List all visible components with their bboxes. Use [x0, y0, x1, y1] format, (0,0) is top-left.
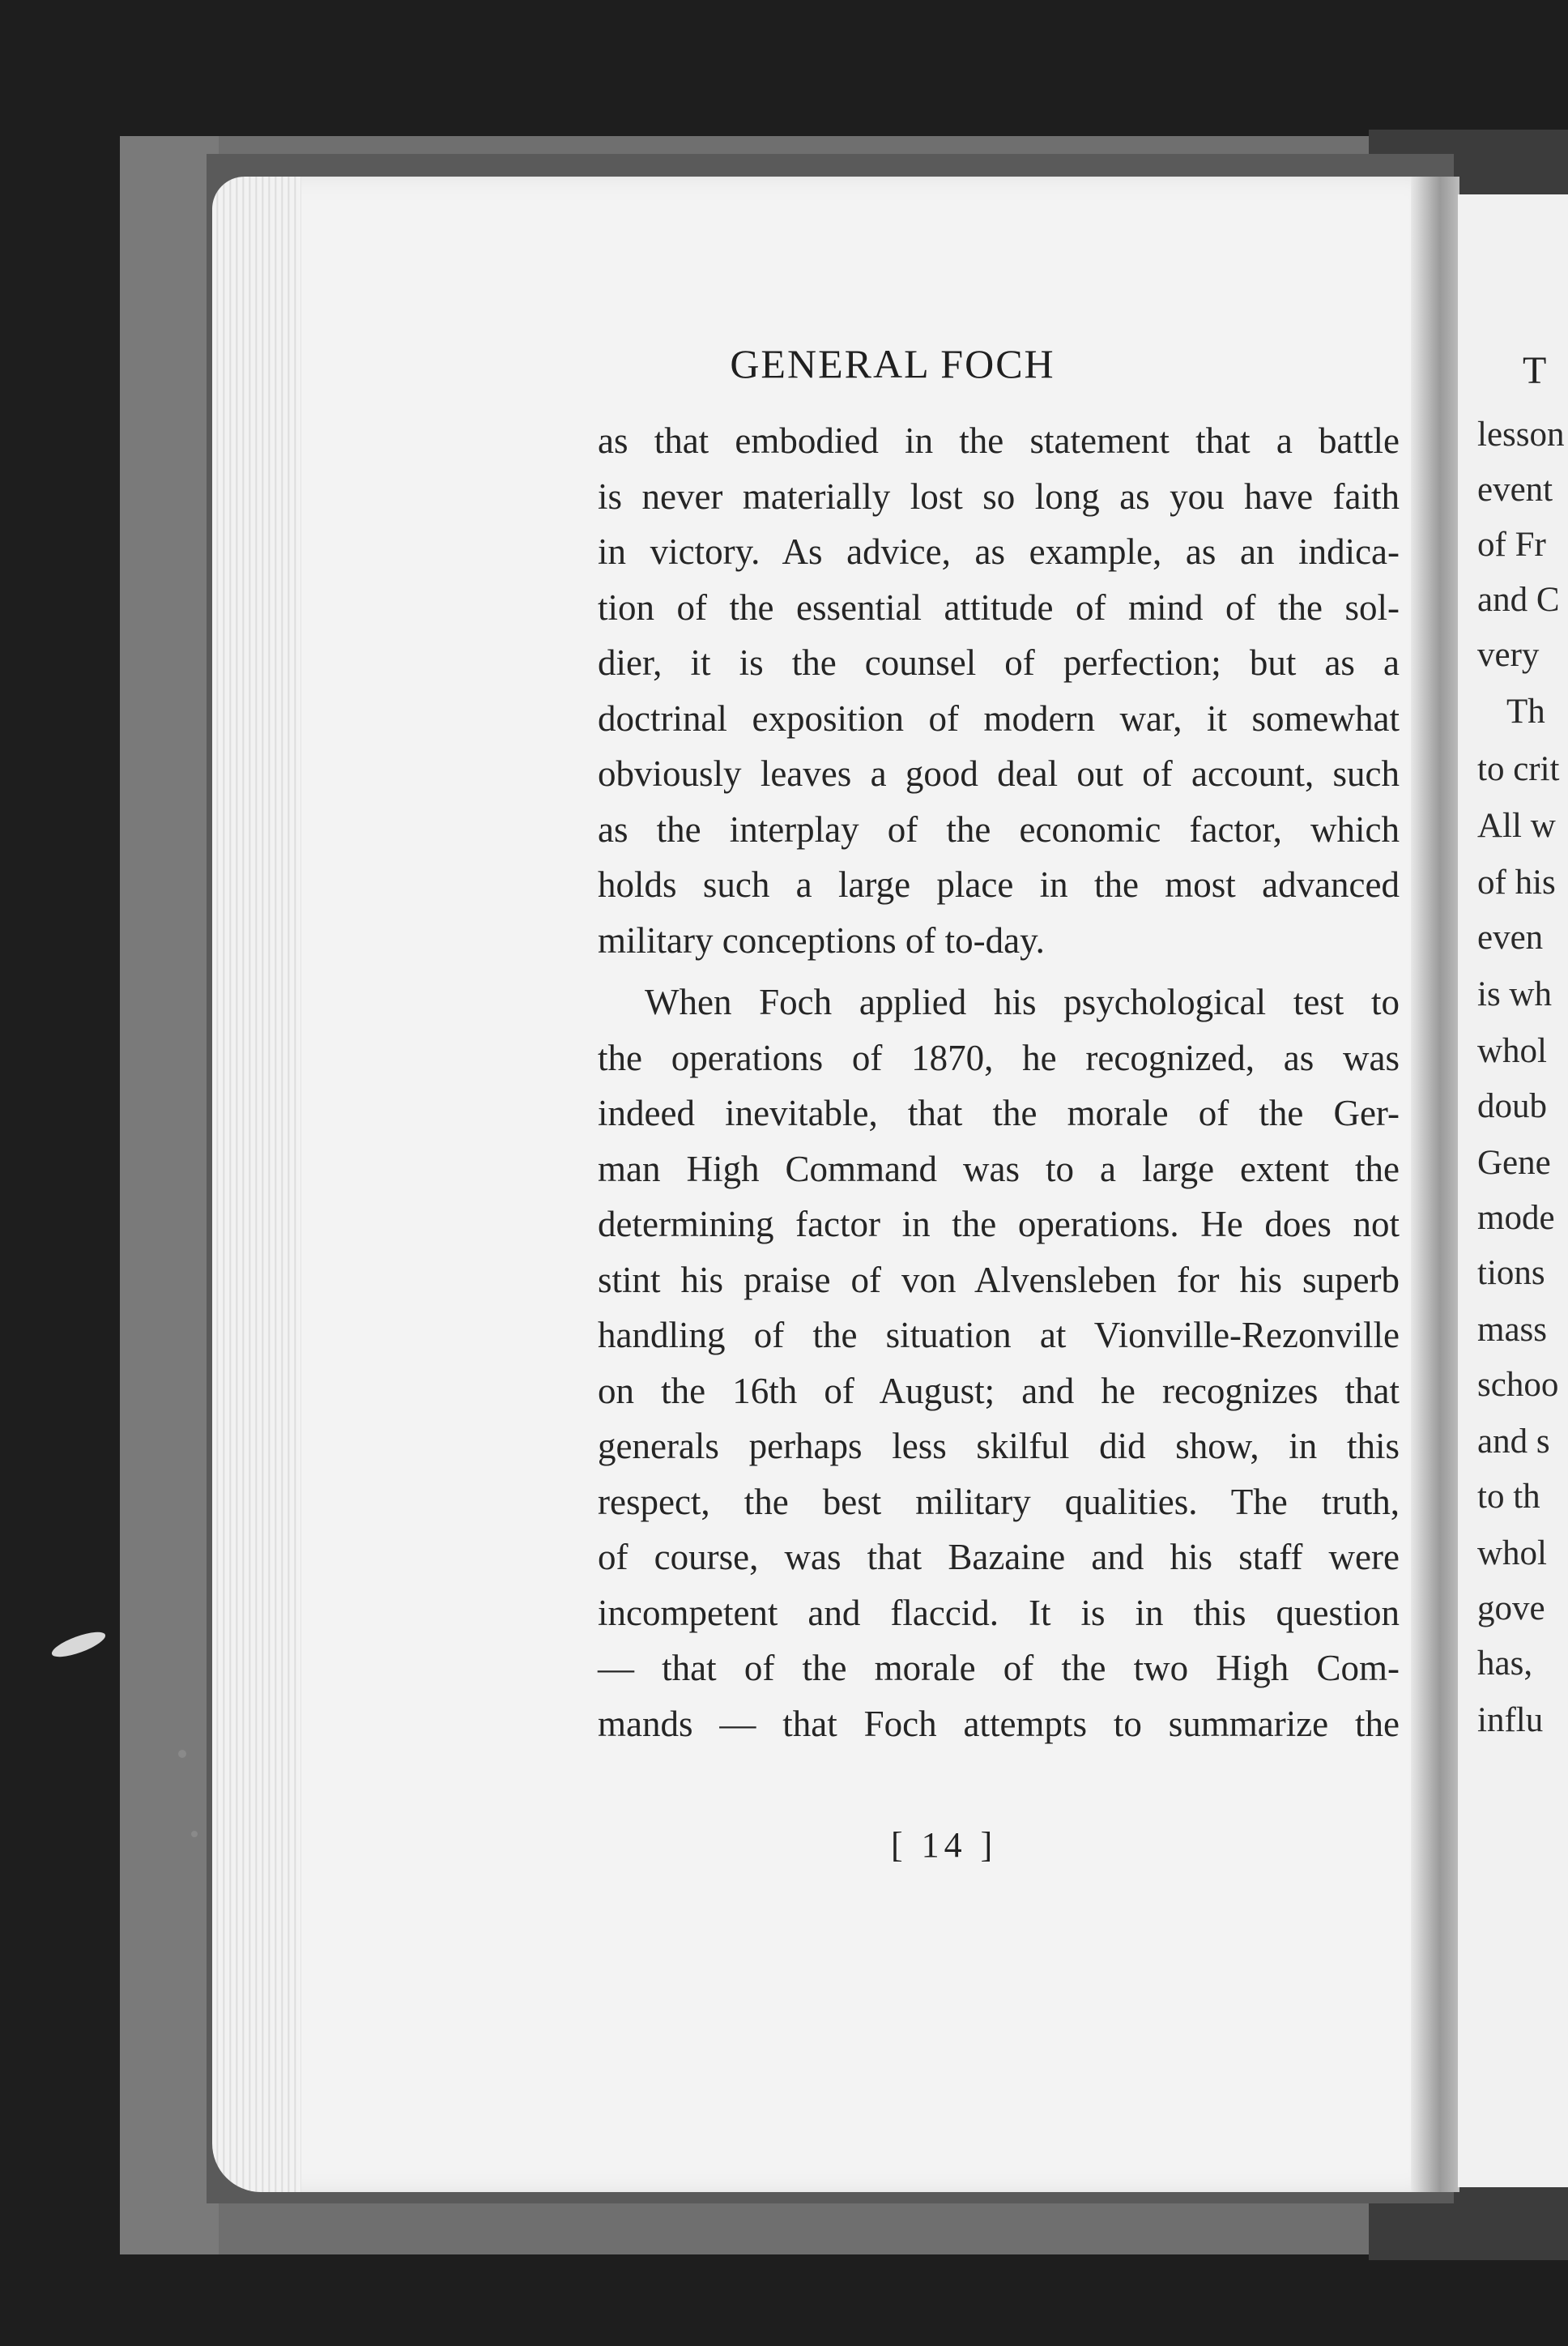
right-page-text-fragment: mode: [1477, 1199, 1555, 1237]
text-line: — that of the morale of the two High Com-: [598, 1648, 1400, 1688]
text-line: of course, was that Bazaine and his staff were: [598, 1537, 1400, 1577]
text-line: the operations of 1870, he recognized, as was: [598, 1037, 1400, 1078]
text-line: indeed inevitable, that the morale of the Ger-: [598, 1093, 1400, 1133]
text-line: tion of the essential attitude of mind of the sol-: [598, 586, 1400, 628]
right-page-text-fragment: is wh: [1477, 975, 1552, 1013]
text-line: doctrinal exposition of modern war, it somewhat: [598, 697, 1400, 739]
right-page-text-fragment: whol: [1477, 1534, 1547, 1572]
right-page-text-fragment: even: [1477, 919, 1544, 957]
right-page-text-fragment: All w: [1477, 807, 1556, 845]
text-line: in victory. As advice, as example, as an indica-: [598, 531, 1400, 572]
dust-speck: [178, 1750, 186, 1758]
book-board-edge: [120, 136, 219, 2254]
text-line: When Foch applied his psychological test to: [645, 982, 1400, 1022]
right-page-text-fragment: and C: [1477, 581, 1560, 619]
right-page-text-fragment: influ: [1477, 1701, 1544, 1739]
text-line: handling of the situation at Vionville-Rezonville: [598, 1315, 1400, 1355]
right-page-text-fragment: very: [1477, 636, 1540, 674]
text-line: determining factor in the operations. He does not: [598, 1204, 1400, 1244]
running-head: GENERAL FOCH: [730, 341, 1055, 386]
text-line: as the interplay of the economic factor, which: [598, 808, 1400, 850]
dust-speck: [49, 1627, 109, 1662]
right-page-text-fragment: whol: [1477, 1032, 1547, 1070]
right-page-fragment: [1458, 194, 1568, 2187]
dust-speck: [191, 1831, 198, 1837]
page-number: [ 14 ]: [891, 1825, 998, 1865]
text-line: on the 16th of August; and he recognizes that: [598, 1370, 1400, 1411]
right-page-text-fragment: lesson: [1477, 416, 1565, 454]
right-page-text-fragment: tions: [1477, 1254, 1545, 1292]
text-line: generals perhaps less skilful did show, in this: [598, 1426, 1400, 1466]
right-page-text-fragment: to th: [1477, 1478, 1540, 1516]
right-page-text-fragment: to crit: [1477, 750, 1560, 788]
right-page-text-fragment: of his: [1477, 864, 1556, 902]
right-page-text-fragment: doub: [1477, 1087, 1547, 1125]
page-edges: [212, 177, 309, 2192]
text-line: as that embodied in the statement that a battle: [598, 420, 1400, 461]
text-line: mands — that Foch attempts to summarize the: [598, 1703, 1400, 1744]
text-line: military conceptions of to-day.: [598, 919, 1045, 961]
text-line: is never materially lost so long as you have faith: [598, 476, 1400, 517]
text-line: holds such a large place in the most advanced: [598, 864, 1400, 905]
text-line: incompetent and flaccid. It is in this question: [598, 1592, 1400, 1633]
text-line: obviously leaves a good deal out of account, such: [598, 753, 1400, 794]
right-page-text-fragment: schoo: [1477, 1366, 1559, 1404]
right-page-text-fragment: mass: [1477, 1311, 1547, 1349]
right-page-text-fragment: Gene: [1477, 1144, 1551, 1182]
text-line: man High Command was to a large extent the: [598, 1148, 1400, 1189]
right-page-text-fragment: has,: [1477, 1644, 1533, 1683]
text-line: dier, it is the counsel of perfection; but as a: [598, 642, 1400, 683]
right-page-text-fragment: event: [1477, 471, 1553, 509]
book-gutter: [1411, 177, 1459, 2192]
right-page-running-head: T: [1523, 349, 1550, 392]
right-page-text-fragment: of Fr: [1477, 526, 1546, 564]
text-line: respect, the best military qualities. The truth,: [598, 1481, 1400, 1522]
right-page-text-fragment: Th: [1506, 693, 1545, 731]
text-line: stint his praise of von Alvensleben for his superb: [598, 1259, 1400, 1300]
right-page-text-fragment: gove: [1477, 1589, 1545, 1627]
right-page-text-fragment: and s: [1477, 1423, 1550, 1461]
